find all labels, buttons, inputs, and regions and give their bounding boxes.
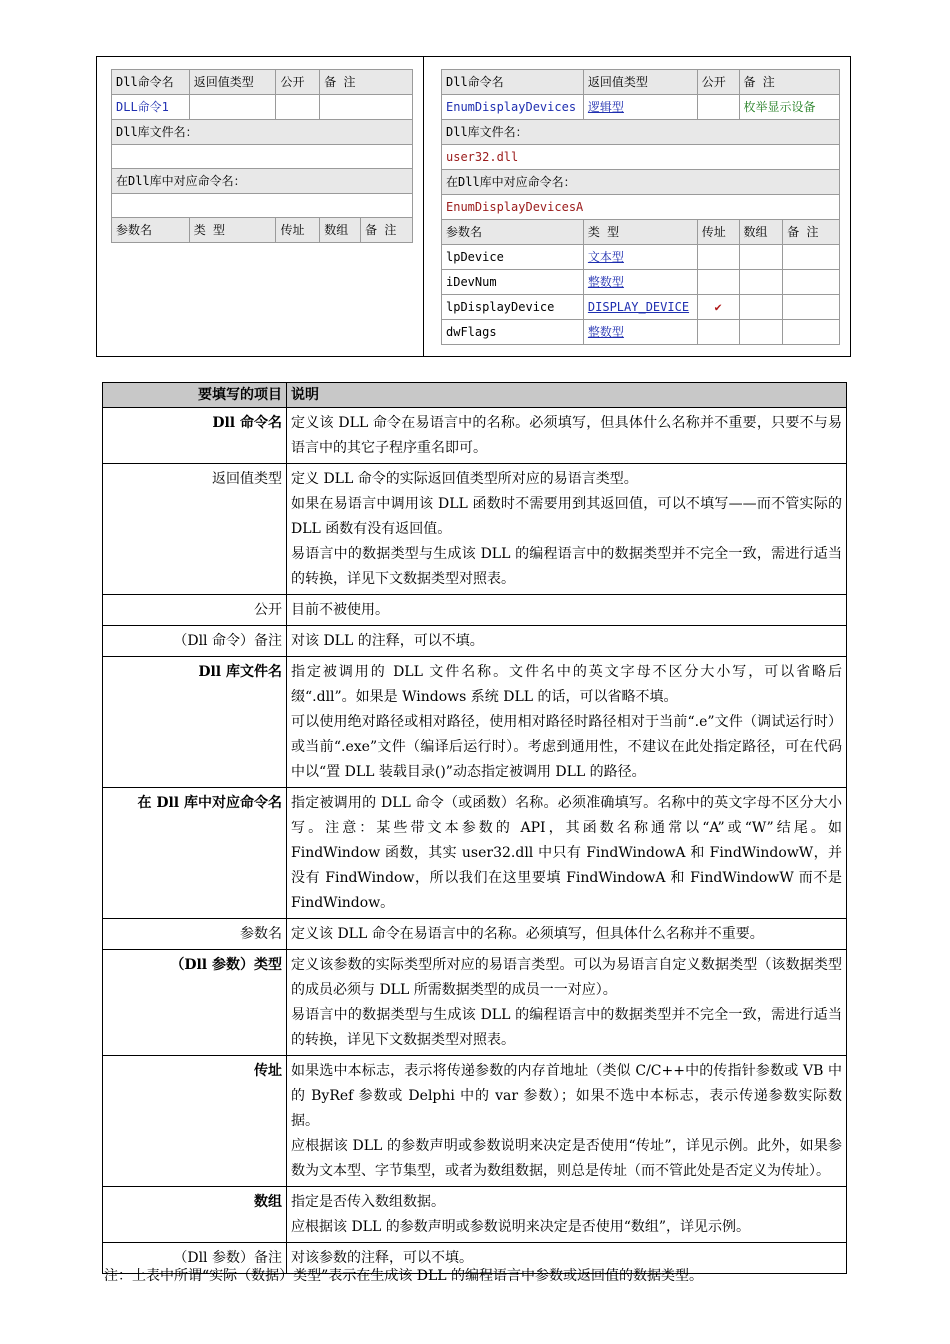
param-header-array: 数组 (320, 218, 361, 243)
param-remark-cell[interactable] (783, 270, 840, 295)
entry-name-label: 在Dll库中对应命令名： (112, 169, 413, 194)
row-desc (287, 788, 847, 919)
header-item: 要填写的项目 (103, 383, 287, 408)
param-type-cell[interactable]: 文本型 (583, 245, 697, 270)
param-remark-cell[interactable] (783, 295, 840, 320)
entry-name-cell[interactable]: EnumDisplayDevicesA (442, 195, 840, 220)
header-command-name: Dll命令名 (112, 70, 190, 95)
param-byref-cell[interactable] (697, 270, 739, 295)
table-row (103, 464, 847, 595)
left-dll-panel (111, 69, 413, 243)
param-header-name: 参数名 (112, 218, 190, 243)
desc-para: 定义该参数的实际类型所对应的易语言类型。可以为易语言自定义数据类型（该数据类型的成员必须与 DLL 所需数据类型的成员一一对应）。 (291, 957, 842, 998)
param-header-byref: 传址 (276, 218, 320, 243)
right-dll-panel (441, 69, 840, 345)
row-item: 在 Dll 库中对应命令名 (103, 788, 287, 919)
header-return-type: 返回值类型 (189, 70, 276, 95)
lib-file-cell[interactable] (112, 145, 413, 169)
checkmark-icon[interactable]: ✔ (697, 295, 739, 320)
public-cell[interactable] (697, 95, 739, 120)
desc-para: 应根据该 DLL 的参数声明或参数说明来决定是否使用“传址”，详见示例。此外，如果参数为文本型、字节集型，或者为数组数据，则总是传址（而不管此处是否定义为传址）。 (291, 1138, 842, 1179)
param-header-remark: 备 注 (361, 218, 413, 243)
entry-name-cell[interactable] (112, 194, 413, 218)
table-header-row (103, 383, 847, 408)
param-name-cell[interactable]: iDevNum (442, 270, 584, 295)
lib-file-label: Dll库文件名： (442, 120, 840, 145)
table-row (103, 1056, 847, 1187)
param-header-type: 类 型 (583, 220, 697, 245)
param-name-cell[interactable]: lpDevice (442, 245, 584, 270)
param-array-cell[interactable] (739, 320, 783, 345)
param-row (442, 295, 840, 320)
row-item: 返回值类型 (103, 464, 287, 595)
row-item: 传址 (103, 1056, 287, 1187)
footnote: 注：上表中所谓“实际（数据）类型”表示在生成该 DLL 的编程语言中参数或返回值的数据类型。 (104, 1268, 704, 1284)
param-type-cell[interactable]: 整数型 (583, 320, 697, 345)
row-item: （Dll 命令）备注 (103, 626, 287, 657)
row-desc (287, 1187, 847, 1243)
return-type-cell[interactable] (189, 95, 276, 120)
param-row (442, 245, 840, 270)
remark-cell[interactable]: 枚举显示设备 (739, 95, 839, 120)
row-item: 参数名 (103, 919, 287, 950)
command-name-cell[interactable]: EnumDisplayDevices (442, 95, 584, 120)
param-row (442, 270, 840, 295)
desc-para: 可以使用绝对路径或相对路径，使用相对路径时路径相对于当前“.e”文件（调试运行时）或当前“.exe”文件（编译后运行时）。考虑到通用性，不建议在此处指定路径，可在代码中以“置 DLL 装载目录()”动态指定被调用 DLL 的路径。 (291, 714, 842, 780)
param-header-type: 类 型 (189, 218, 276, 243)
lib-file-label: Dll库文件名： (112, 120, 413, 145)
row-item: 数组 (103, 1187, 287, 1243)
row-item: （Dll 参数）类型 (103, 950, 287, 1056)
row-item: Dll 库文件名 (103, 657, 287, 788)
lib-file-cell[interactable]: user32.dll (442, 145, 840, 170)
param-header-byref: 传址 (697, 220, 739, 245)
field-description-table (102, 382, 847, 1274)
param-remark-cell[interactable] (783, 320, 840, 345)
desc-para: 指定是否传入数组数据。 (291, 1194, 445, 1210)
desc-para: 目前不被使用。 (291, 602, 389, 618)
header-remark: 备 注 (320, 70, 413, 95)
table-row (103, 595, 847, 626)
param-name-cell[interactable]: lpDisplayDevice (442, 295, 584, 320)
table-row (103, 626, 847, 657)
remark-cell[interactable] (320, 95, 413, 120)
param-header-name: 参数名 (442, 220, 584, 245)
table-row (103, 950, 847, 1056)
dll-editor-screenshot (96, 56, 851, 357)
return-type-cell[interactable]: 逻辑型 (583, 95, 697, 120)
desc-para: 定义该 DLL 命令在易语言中的名称。必须填写，但具体什么名称并不重要。 (291, 926, 764, 942)
desc-para: 如果选中本标志，表示将传递参数的内存首地址（类似 C/C++中的传指针参数或 VB 中的 ByRef 参数或 Delphi 中的 var 参数）；如果不选中本标志，表示传递参数实际数据。 (291, 1063, 842, 1129)
desc-para: 易语言中的数据类型与生成该 DLL 的编程语言中的数据类型并不完全一致，需进行适当的转换，详见下文数据类型对照表。 (291, 546, 842, 587)
public-cell[interactable] (276, 95, 320, 120)
desc-para: 对该 DLL 的注释，可以不填。 (291, 633, 484, 649)
row-desc (287, 626, 847, 657)
desc-para: 指定被调用的 DLL 文件名称。文件名中的英文字母不区分大小写，可以省略后缀“.dll”。如果是 Windows 系统 DLL 的话，可以省略不填。 (291, 664, 842, 705)
row-item: （Dll 参数）备注 (103, 1243, 287, 1274)
desc-para: 应根据该 DLL 的参数声明或参数说明来决定是否使用“数组”，详见示例。 (291, 1219, 751, 1235)
row-item: 公开 (103, 595, 287, 626)
param-row (442, 320, 840, 345)
desc-para: 如果在易语言中调用该 DLL 函数时不需要用到其返回值，可以不填写——而不管实际的 DLL 函数有没有返回值。 (291, 496, 842, 537)
header-return-type: 返回值类型 (583, 70, 697, 95)
row-desc (287, 950, 847, 1056)
row-desc (287, 408, 847, 464)
param-header-array: 数组 (739, 220, 783, 245)
param-array-cell[interactable] (739, 245, 783, 270)
header-remark: 备 注 (739, 70, 839, 95)
table-row (103, 657, 847, 788)
table-row (103, 788, 847, 919)
param-byref-cell[interactable] (697, 245, 739, 270)
header-public: 公开 (697, 70, 739, 95)
param-type-cell[interactable]: 整数型 (583, 270, 697, 295)
param-array-cell[interactable] (739, 295, 783, 320)
row-desc (287, 464, 847, 595)
table-row (103, 408, 847, 464)
row-item: Dll 命令名 (103, 408, 287, 464)
param-remark-cell[interactable] (783, 245, 840, 270)
row-desc (287, 657, 847, 788)
desc-para: 定义 DLL 命令的实际返回值类型所对应的易语言类型。 (291, 471, 638, 487)
desc-para: 定义该 DLL 命令在易语言中的名称。必须填写，但具体什么名称并不重要，只要不与易语言中的其它子程序重名即可。 (291, 415, 842, 456)
entry-name-label: 在Dll库中对应命令名： (442, 170, 840, 195)
row-desc (287, 1056, 847, 1187)
desc-para: 对该参数的注释，可以不填。 (291, 1250, 473, 1266)
header-public: 公开 (276, 70, 320, 95)
param-name-cell[interactable]: dwFlags (442, 320, 584, 345)
table-row (103, 919, 847, 950)
command-name-cell[interactable]: DLL命令1 (112, 95, 190, 120)
param-array-cell[interactable] (739, 270, 783, 295)
table-row (103, 1187, 847, 1243)
param-byref-cell[interactable] (697, 320, 739, 345)
row-desc (287, 919, 847, 950)
header-command-name: Dll命令名 (442, 70, 584, 95)
panel-divider (423, 57, 424, 356)
param-header-remark: 备 注 (783, 220, 840, 245)
header-desc: 说明 (287, 383, 847, 408)
desc-para: 易语言中的数据类型与生成该 DLL 的编程语言中的数据类型并不完全一致，需进行适当的转换，详见下文数据类型对照表。 (291, 1007, 842, 1048)
row-desc (287, 595, 847, 626)
desc-para: 指定被调用的 DLL 命令（或函数）名称。必须准确填写。名称中的英文字母不区分大小写。注意：某些带文本参数的 API，其函数名称通常以“A”或“W”结尾。如 FindWindow 函数，其实 user32.dll 中只有 FindWindowA 和 FindWindowW，并没有 FindWindow，所以我们在这里要填 FindWindowA 和 FindWindowW 而不是 FindWindow。 (291, 795, 842, 911)
param-type-cell[interactable]: DISPLAY_DEVICE (583, 295, 697, 320)
